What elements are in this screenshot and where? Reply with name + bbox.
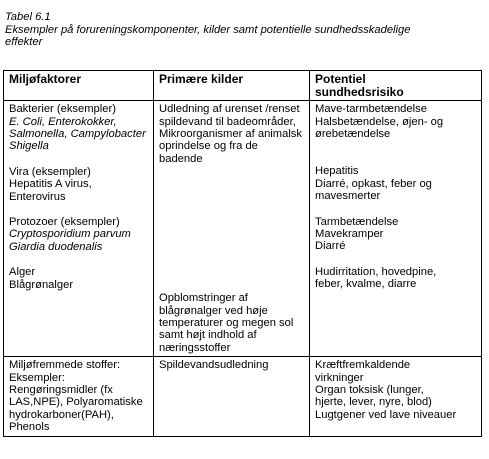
table-row	[4, 357, 482, 436]
table-caption	[5, 11, 481, 49]
risk-alger: Hudirritation, hovedpine, feber, kvalme, diarre	[315, 265, 437, 291]
header-sundhedsrisiko: Potentiel sundhedsrisiko	[310, 71, 482, 101]
risk-bakterier: Mave-tarmbetændelse Halsbetændelse, øjen- og ørebetændelse	[315, 103, 444, 140]
header-row	[4, 71, 482, 101]
caption-title-line1: Eksempler på forureningskomponenter, kilder samt potentielle sundhedsskadelige	[5, 23, 411, 36]
cell-miljofaktorer-biological	[4, 101, 154, 357]
cell-primaere-kilder-biological	[154, 101, 310, 357]
caption-title-line2: effekter	[5, 36, 43, 49]
table-row	[4, 101, 482, 357]
group-protozoer: Protozoer (eksempler) Cryptosporidium parvum Giardia duodenalis	[9, 216, 131, 253]
source-alger: Opblomstringer af blågrønalger ved høje temperaturer og megen sol samt højt indhold af næringsstoffer	[159, 292, 294, 354]
caption-label: Tabel 6.1	[5, 11, 51, 23]
header-primaere-kilder: Primære kilder	[154, 71, 310, 101]
risk-protozoer: Tarmbetændelse Mavekramper Diarré	[315, 215, 399, 253]
cell-kemisk-sundhedsrisiko: Kræftfremkaldende virkninger Organ toksisk (lunger, hjerte, lever, nyre, blod) Lugtgener ved lave niveauer	[310, 357, 482, 436]
cell-sundhedsrisiko-biological	[310, 101, 482, 357]
group-bakterier: Bakterier (eksempler) E. Coli, Enterokokker, Salmonella, Campylobacter Shigella	[9, 103, 146, 153]
risk-vira: Hepatitis Diarré, opkast, feber og mavesmerter	[315, 165, 432, 203]
group-alger: Alger Blågrønalger	[9, 266, 74, 291]
pollution-table	[3, 70, 482, 437]
source-bakterier: Udledning af urenset /renset spildevand til badeområder, Mikroorganismer af animalsk oprindelse og fra de badende	[159, 103, 302, 165]
cell-spildevandsudledning: Spildevandsudledning	[154, 357, 310, 436]
cell-miljofremmede-stoffer: Miljøfremmede stoffer: Eksempler: Rengøringsmidler (fx LAS,NPE), Polyaromatiske hydrokarboner(PAH), Phenols	[4, 357, 154, 436]
group-vira: Vira (eksempler) Hepatitis A virus, Enterovirus	[9, 165, 92, 203]
header-miljofaktorer: Miljøfaktorer	[4, 71, 154, 101]
